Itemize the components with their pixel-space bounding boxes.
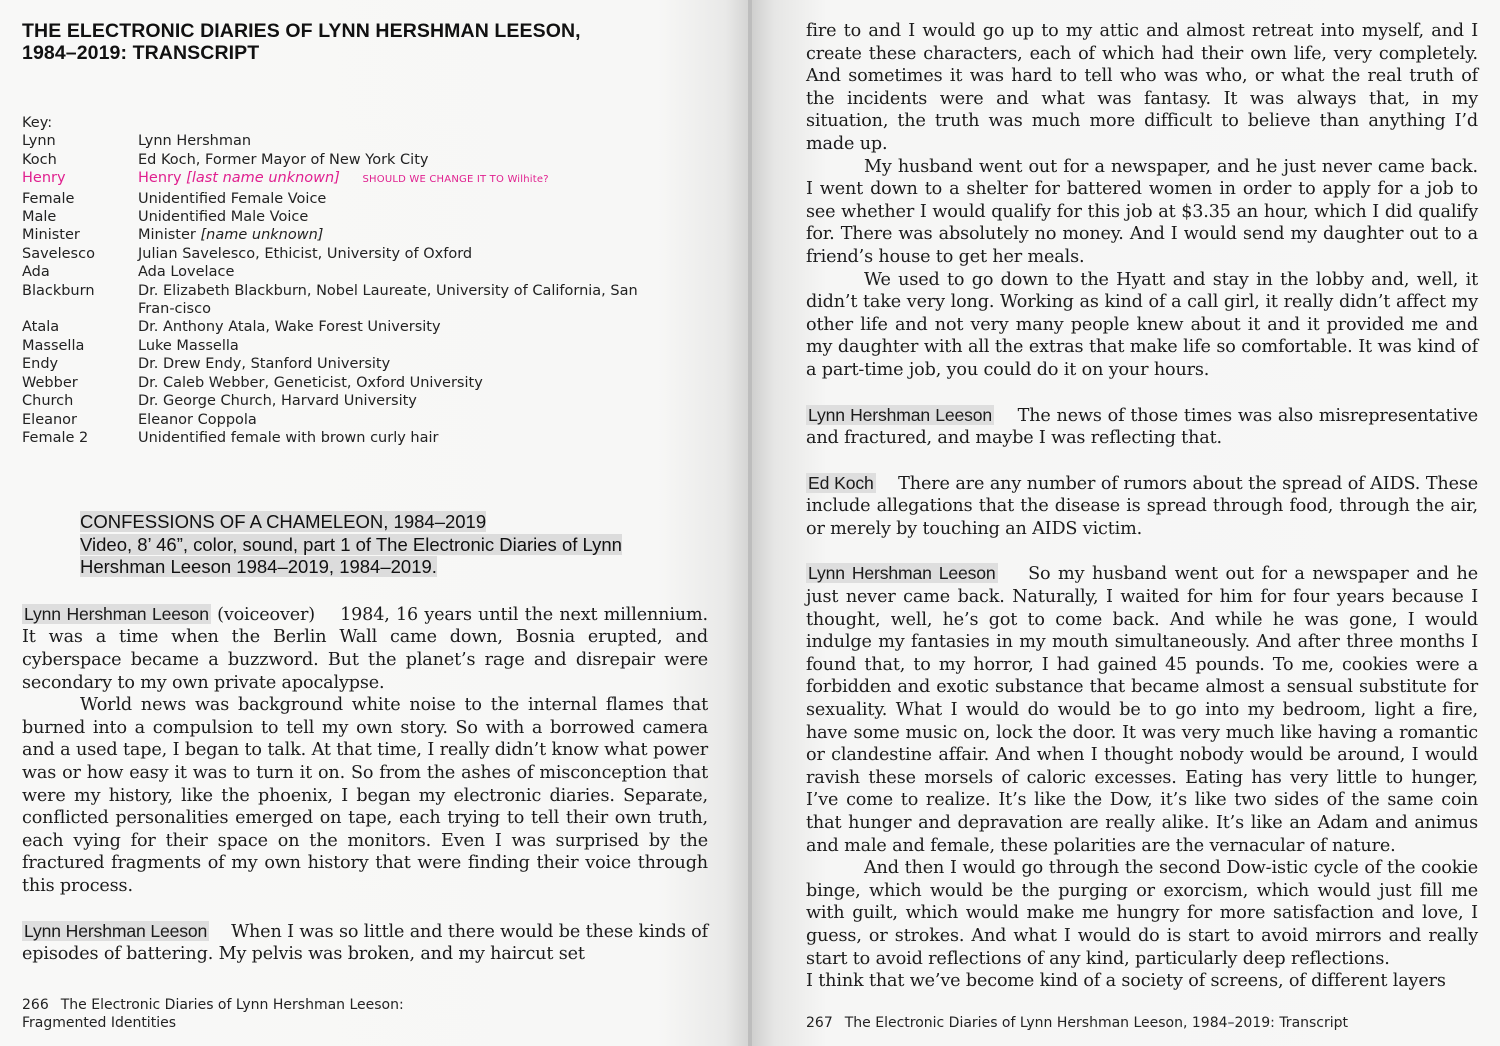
key-name: Dr. George Church, Harvard University: [138, 393, 417, 410]
running-title: The Electronic Diaries of Lynn Hershman Leeson:: [60, 997, 404, 1013]
speaker-suffix: (voiceover): [210, 604, 315, 625]
speaker-key: [22, 114, 708, 447]
transcript-entry: [806, 562, 1478, 992]
key-name: Luke Massella: [138, 337, 239, 354]
key-abbr: Lynn: [22, 133, 56, 150]
editor-note: SHOULD WE CHANGE IT TO Wilhite?: [362, 174, 549, 186]
key-name: Dr. Drew Endy, Stanford University: [138, 356, 391, 373]
paragraph: I think that we’ve become kind of a society of screens, of different layers: [806, 971, 1446, 992]
title-line-2: 1984–2019: TRANSCRIPT: [22, 42, 260, 64]
transcript-entry: [22, 603, 708, 898]
paragraph: [806, 404, 1478, 450]
key-abbr: Female: [22, 190, 75, 207]
key-abbr: Webber: [22, 374, 78, 391]
running-title-line-2: Fragmented Identities: [22, 1015, 176, 1031]
key-name: Ed Koch, Former Mayor of New York City: [138, 151, 429, 168]
key-abbr: Female 2: [22, 429, 89, 446]
paragraph-text: When I was so little and there would be these kinds of episodes of battering. My pelvis was broken, and my haircut set: [22, 921, 708, 965]
key-name-group: [138, 169, 708, 189]
right-page: [752, 0, 1500, 1046]
key-row: [22, 245, 708, 263]
key-name: Ada Lovelace: [138, 264, 235, 281]
key-abbr: Henry: [22, 170, 66, 187]
key-row-highlighted: [22, 169, 708, 189]
key-name: Dr. Elizabeth Blackburn, Nobel Laureate, University of California, San Fran-cisco: [138, 282, 638, 318]
key-heading: Key:: [22, 115, 53, 131]
key-row: [22, 355, 708, 373]
page-number: 266: [22, 997, 49, 1013]
key-row: [22, 263, 708, 281]
key-row: [22, 151, 708, 169]
key-name: Julian Savelesco, Ethicist, University of Oxford: [138, 245, 473, 262]
speaker-label: Lynn Hershman Leeson: [24, 603, 209, 624]
paragraph-text: The news of those times was also misrepresentative and fractured, and maybe I was reflecting that.: [806, 405, 1478, 449]
paragraph: [806, 472, 1478, 541]
key-name-italic: [last name unknown]: [186, 170, 340, 187]
paragraph: And then I would go through the second Dow-istic cycle of the cookie binge, which would be the purging or exorcism, which would just fill me with guilt, which would make me hungry for more satisfaction and love, I guess, or strokes. And what I would do is start to avoid mirrors and really start to avoid reflections of any kind, particularly deep reflections.: [806, 858, 1478, 969]
page-number: 267: [806, 1015, 833, 1031]
key-abbr: Ada: [22, 264, 50, 281]
paragraph-text: 1984, 16 years until the next millennium. It was a time when the Berlin Wall came down, Bosnia erupted, and cyberspace became a buzzword. But the planet’s rage and disrepair were secondary to my own private apocalypse.: [22, 604, 708, 693]
paragraph: fire to and I would go up to my attic and almost retreat into myself, and I create these characters, each of which had their own life, very completely. And sometimes it was hard to tell who was who, or what the real truth of the incidents were and what was fantasy. It was always that, in my situation, the truth was much more difficult to believe than anything I’d made up.: [806, 21, 1478, 154]
key-abbr: Blackburn: [22, 282, 95, 299]
key-row: [22, 411, 708, 429]
paragraph: We used to go down to the Hyatt and stay in the lobby and, well, it didn’t take very long. Working as kind of a call girl, it really didn’t affect my other life and not very many people knew about it and it provided me and my daughter with all the extras that make life so comfortable. It was kind of a part-time job, you could do it on your hours.: [806, 269, 1478, 380]
left-page: [0, 0, 748, 1046]
key-abbr: Male: [22, 209, 57, 226]
paragraph: [806, 562, 1478, 857]
key-name: Henry: [138, 170, 182, 187]
key-row: [22, 318, 708, 336]
key-name: Unidentified Male Voice: [138, 209, 309, 226]
running-title: The Electronic Diaries of Lynn Hershman Leeson, 1984–2019: Transcript: [844, 1015, 1349, 1031]
key-row: [22, 392, 708, 410]
section-subtitle: Video, 8’ 46”, color, sound, part 1 of The Electronic Diaries of Lynn Hershman Leeson 1984–2019, 1984–2019.: [80, 533, 622, 578]
paragraph: [22, 603, 708, 694]
key-row: [22, 190, 708, 208]
paragraph-text: There are any number of rumors about the spread of AIDS. These include allegations that the disease is spread through food, through the air, or merely by touching an AIDS victim.: [806, 473, 1478, 539]
transcript-entry: [22, 920, 708, 966]
transcript-continuation: [806, 20, 1478, 382]
paragraph-text: So my husband went out for a newspaper and he just never came back. Naturally, I waited for him for four years because I thought, well, he’s got to come back. And while he was gone, I would indulge my fantasies in my mouth simultaneously. And after three months I found that, to my horror, I had gained 45 pounds. To me, cookies were a forbidden and exotic substance that became almost a sensual substitute for sexuality. What I would do would be to go into my bedroom, light a fire, have some music on, lock the door. It was very much like having a romantic or clandestine affair. And when I thought nobody would be around, I would ravish these morsels of caloric excesses. Eating has very little to hunger, I’ve come to realize. It’s like the Dow, it’s like two sides of the same coin that hunger and depravation are really alike. It’s like an Adam and animus and male and female, these polarities are the vernacular of nature.: [806, 564, 1478, 856]
section-heading: [80, 511, 708, 579]
speaker-label: Ed Koch: [808, 472, 874, 493]
key-name: Unidentified Female Voice: [138, 190, 327, 207]
key-abbr: Eleanor: [22, 411, 78, 428]
page-footer: [806, 1014, 1348, 1032]
key-name: Minister: [138, 227, 196, 244]
key-abbr: Koch: [22, 151, 57, 168]
paragraph: World news was background white noise to the internal flames that burned into a compulsion to tell my own story. So with a borrowed camera and a used tape, I began to talk. At that time, I really didn’t know what power was or how easy it was to turn it on. So from the ashes of misconception that were my history, like the phoenix, I began my electronic diaries. Separate, conflicted personalities emerged on tape, each trying to tell their own truth, each vying for their space on the monitors. Even I was surprised by the fractured fragments of my own history that were finding their voice through this process.: [22, 695, 708, 896]
key-row: [22, 226, 708, 244]
key-name: Lynn Hershman: [138, 133, 252, 150]
key-abbr: Massella: [22, 337, 85, 354]
key-name-italic: [name unknown]: [200, 227, 324, 244]
key-row: [22, 429, 708, 447]
title-line-1: THE ELECTRONIC DIARIES OF LYNN HERSHMAN LEESON,: [22, 20, 581, 42]
key-row: [22, 208, 708, 226]
paragraph: [22, 920, 708, 966]
key-row: [22, 374, 708, 392]
key-abbr: Minister: [22, 227, 80, 244]
key-name: Eleanor Coppola: [138, 411, 257, 428]
speaker-label: Lynn Hershman Leeson: [808, 563, 996, 584]
speaker-label: Lynn Hershman Leeson: [808, 404, 993, 425]
key-row: [22, 282, 708, 319]
speaker-label: Lynn Hershman Leeson: [24, 920, 208, 941]
transcript-entry: [806, 472, 1478, 541]
page-footer: [22, 996, 404, 1032]
key-name-group: [138, 226, 708, 244]
key-abbr: Atala: [22, 319, 60, 336]
document-title: [22, 20, 708, 64]
paragraph: My husband went out for a newspaper, and he just never came back. I went down to a shelter for battered women in order to apply for a job to see whether I would qualify for this job at $3.35 an hour, which I did qualify for. There was absolutely no money. And I would send my daughter out to a friend’s house to get her meals.: [806, 156, 1478, 267]
key-abbr: Savelesco: [22, 245, 95, 262]
section-title: CONFESSIONS OF A CHAMELEON, 1984–2019: [80, 511, 487, 533]
key-name: Unidentified female with brown curly hair: [138, 429, 439, 446]
key-row: [22, 337, 708, 355]
transcript-entry: [806, 404, 1478, 450]
key-name: Dr. Anthony Atala, Wake Forest University: [138, 319, 441, 336]
key-row: [22, 132, 708, 150]
key-abbr: Endy: [22, 356, 59, 373]
key-abbr: Church: [22, 393, 74, 410]
key-name: Dr. Caleb Webber, Geneticist, Oxford University: [138, 374, 483, 391]
